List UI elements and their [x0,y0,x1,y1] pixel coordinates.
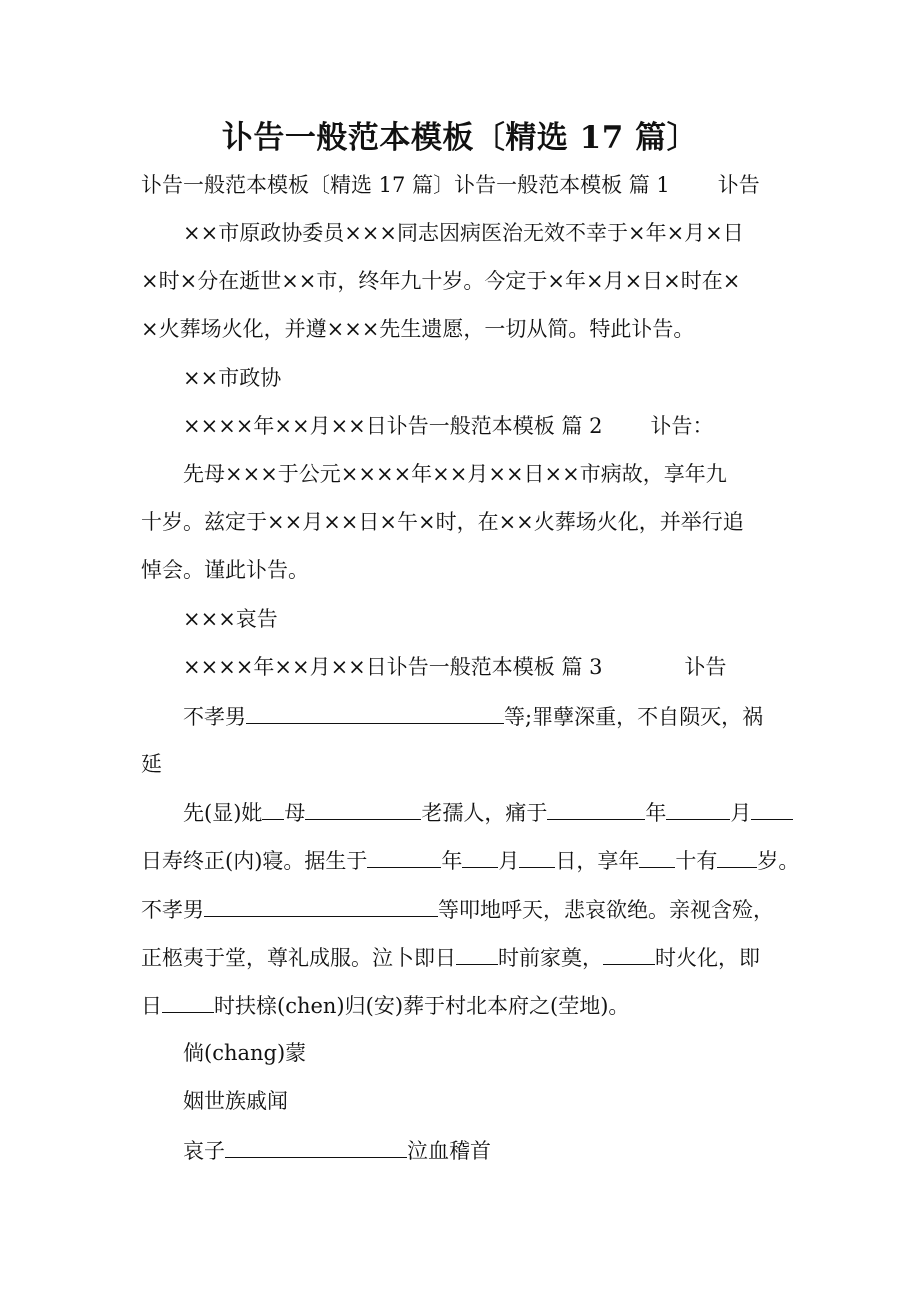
fill-blank [262,797,284,820]
s3-heading: 讣告 [684,655,727,679]
fill-blank [456,942,498,965]
s3-text: 哀子 [183,1139,225,1163]
fill-blank [162,990,214,1013]
fill-blank [462,845,498,868]
s3-line-7 [141,990,629,1021]
fill-blank [246,701,504,724]
fill-blank [666,797,730,820]
s3-line-5 [141,894,774,925]
fill-blank [367,845,441,868]
s1-date-text: ××××年××月××日讣告一般范本模板 篇 2 [183,414,603,438]
s3-text: 日 [141,994,162,1018]
s3-line-1 [183,701,763,732]
s2-date-line [183,652,726,682]
fill-blank [751,797,793,820]
fill-blank [519,845,555,868]
s3-text: 不孝男 [183,705,246,729]
s3-text: 等;罪孽深重，不自陨灭，祸 [504,705,764,729]
s2-date-text: ××××年××月××日讣告一般范本模板 篇 3 [183,655,603,679]
s3-text: 正柩夷于堂，尊礼成服。泣卜即日 [141,946,456,970]
s3-text: 不孝男 [141,898,204,922]
s3-line-4 [141,845,799,876]
fill-blank [305,797,421,820]
s3-line-3 [183,797,793,828]
s3-text: 老孺人，痛于 [421,801,548,825]
s3-text: 日寿终正(内)寝。据生于 [141,849,368,873]
s2-signature: ×××哀告 [183,607,278,631]
intro-heading: 讣告 [717,173,760,197]
s3-text: 年 [441,849,463,873]
s3-text: 时前家奠， [498,946,603,970]
s3-line-9: 姻世族戚闻 [183,1089,288,1113]
s1-body-line-1: ××市原政协委员×××同志因病医治无效不幸于×年×月×日 [183,221,744,245]
s1-body-line-3: ×火葬场火化，并遵×××先生遗愿，一切从简。特此讣告。 [141,317,695,341]
s1-date-line [183,411,713,441]
s2-body-line-1: 先母×××于公元××××年××月××日××市病故，享年九 [183,462,727,486]
s3-text: 母 [284,801,306,825]
s3-text: 先(显)妣 [183,801,263,825]
s3-text: 等叩地呼天，悲哀欲绝。亲视含殓， [438,898,774,922]
s3-text: 泣血稽首 [407,1139,491,1163]
s3-text: 时火化，即 [655,946,760,970]
intro-text: 讣告一般范本模板〔精选 17 篇〕讣告一般范本模板 篇 1 [141,173,670,197]
fill-blank [603,942,655,965]
fill-blank [717,845,757,868]
intro-line [141,170,760,200]
s2-heading: 讣告： [650,414,714,438]
s1-signature: ××市政协 [183,366,282,390]
s3-text: 月 [730,801,752,825]
s3-line-10 [183,1135,491,1166]
fill-blank [225,1135,407,1158]
s3-text: 十有 [675,849,718,873]
s1-body-line-2: ×时×分在逝世××市，终年九十岁。今定于×年×月×日×时在× [141,269,741,293]
s3-line-8: 倘(chang)蒙 [183,1041,307,1065]
s3-text: 岁。 [757,849,800,873]
s3-text: 年 [645,801,667,825]
fill-blank [547,797,645,820]
s2-body-line-3: 悼会。谨此讣告。 [141,558,309,582]
fill-blank [639,845,675,868]
document-title: 讣告一般范本模板〔精选 17 篇〕 [221,120,699,156]
s3-text: 月 [498,849,520,873]
s3-text: 时扶榇(chen)归(安)葬于村北本府之(茔地)。 [214,994,630,1018]
s3-line-6 [141,942,760,973]
fill-blank [204,894,438,917]
s2-body-line-2: 十岁。兹定于××月××日×午×时，在××火葬场火化，并举行追 [141,510,744,534]
s3-text: 日，享年 [555,849,640,873]
s3-line-2: 延 [141,752,162,776]
